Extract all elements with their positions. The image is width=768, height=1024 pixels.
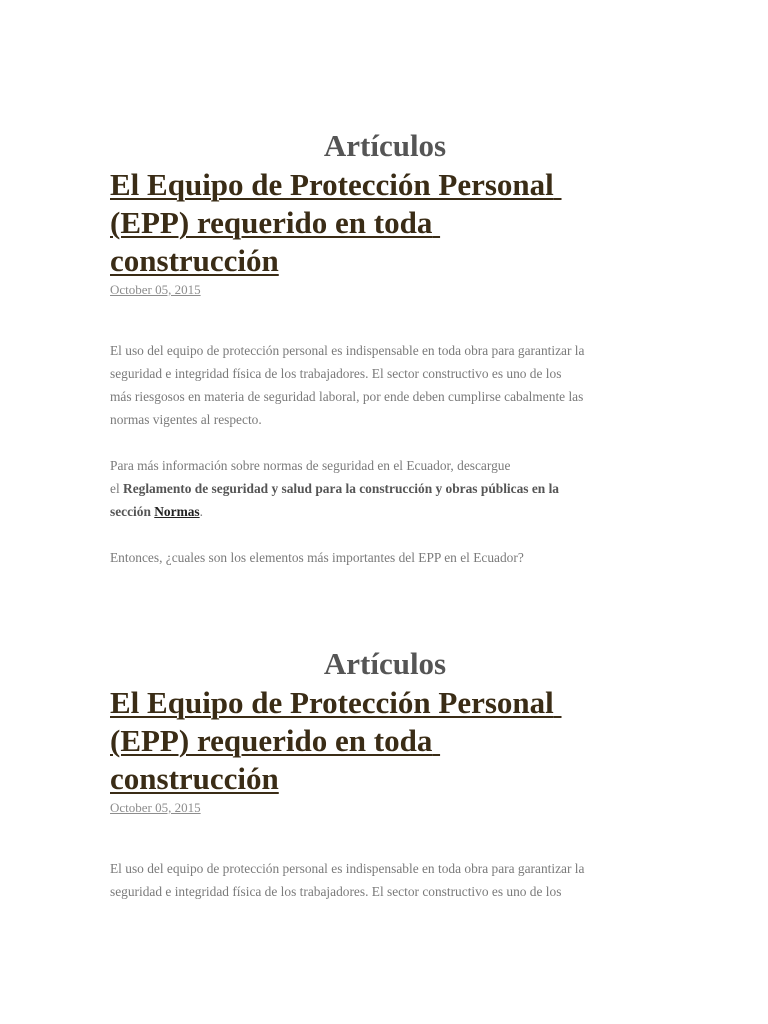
body-line: seguridad e integridad física de los trabajadores. El sector constructivo es uno de los [110, 366, 562, 381]
article-title-line: (EPP) requerido en toda [110, 205, 433, 240]
period: . [199, 504, 203, 519]
body-line: El uso del equipo de protección personal es indispensable en toda obra para garantizar la [110, 343, 585, 358]
article-date-link[interactable]: October 05, 2015 [110, 282, 201, 297]
article-title-line: construcción [110, 243, 279, 278]
article-title-line: (EPP) requerido en toda [110, 723, 433, 758]
regulation-name: Reglamento de seguridad y salud para la construcción y obras públicas en la [123, 481, 560, 496]
article-title-line: El Equipo de Protección Personal [110, 167, 554, 202]
body-paragraph: Entonces, ¿cuales son los elementos más importantes del EPP en el Ecuador? [110, 550, 524, 565]
article-title-link[interactable] [110, 166, 630, 280]
article-body [110, 339, 660, 569]
normas-link[interactable]: Normas [154, 504, 200, 519]
body-line: Para más información sobre normas de seguridad en el Ecuador, descargue [110, 458, 511, 473]
article-title-line: construcción [110, 761, 279, 796]
body-line: seguridad e integridad física de los trabajadores. El sector constructivo es uno de los [110, 884, 562, 899]
body-paragraph [110, 454, 660, 523]
article-block [110, 646, 660, 926]
article-block [110, 128, 660, 592]
body-line: El uso del equipo de protección personal es indispensable en toda obra para garantizar la [110, 861, 585, 876]
regulation-section-label: sección [110, 504, 151, 519]
article-body [110, 857, 660, 903]
body-paragraph [110, 339, 660, 431]
body-text: el [110, 481, 120, 496]
section-heading: Artículos [323, 128, 447, 163]
body-paragraph [110, 857, 660, 903]
body-line: normas vigentes al respecto. [110, 412, 262, 427]
article-date-link[interactable]: October 05, 2015 [110, 800, 201, 815]
article-title-line: El Equipo de Protección Personal [110, 685, 554, 720]
article-title-link[interactable] [110, 684, 630, 798]
body-line: más riesgosos en materia de seguridad laboral, por ende deben cumplirse cabalmente las [110, 389, 584, 404]
section-heading: Artículos [323, 646, 447, 681]
